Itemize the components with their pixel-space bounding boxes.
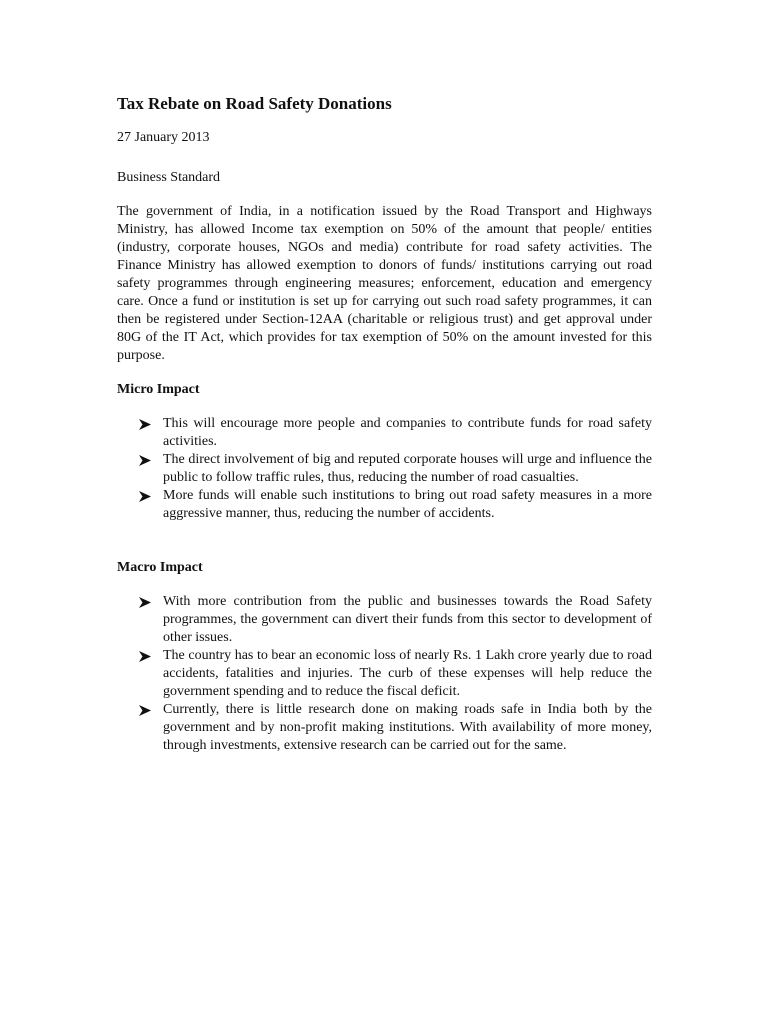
arrowhead-bullet-icon	[139, 597, 151, 608]
list-item-text: The country has to bear an economic loss of nearly Rs. 1 Lakh crore yearly due to road accidents, fatalities and injuries. The curb of these expenses will help reduce the government spending and to reduce the fiscal deficit.	[163, 648, 652, 699]
list-item	[117, 451, 652, 487]
list-item	[117, 415, 652, 451]
intro-paragraph: The government of India, in a notification issued by the Road Transport and Highways Ministry, has allowed Income tax exemption on 50% of the amount that people/ entities (industry, corporate houses, NGOs and media) contribute for road safety activities. The Finance Ministry has allowed exemption to donors of funds/ institutions carrying out road safety programmes through engineering measures; enforcement, education and emergency care. Once a fund or institution is set up for carrying out such road safety programmes, it can then be registered under Section-12AA (charitable or religious trust) and get approval under 80G of the IT Act, which provides for tax exemption of 50% on the amount invested for this purpose.	[117, 204, 652, 363]
article-source: Business Standard	[117, 170, 221, 185]
arrowhead-bullet-icon	[139, 491, 151, 502]
list-item	[117, 647, 652, 701]
list-item	[117, 487, 652, 523]
micro-impact-list	[117, 415, 652, 523]
list-item-text: The direct involvement of big and reputed corporate houses will urge and influence the public to follow traffic rules, thus, reducing the number of road casualties.	[163, 452, 652, 485]
macro-impact-list	[117, 593, 652, 755]
micro-impact-heading: Micro Impact	[117, 382, 200, 397]
list-item-text: More funds will enable such institutions to bring out road safety measures in a more aggressive manner, thus, reducing the number of accidents.	[163, 488, 652, 521]
arrowhead-bullet-icon	[139, 455, 151, 466]
article-content	[117, 93, 652, 755]
macro-impact-heading: Macro Impact	[117, 560, 203, 575]
list-item-text: Currently, there is little research done on making roads safe in India both by the government and by non-profit making institutions. With availability of more money, through investments, extensive research can be carried out for the same.	[163, 702, 652, 753]
list-item	[117, 701, 652, 755]
list-item-text: With more contribution from the public and businesses towards the Road Safety programmes, the government can divert their funds from this sector to development of other issues.	[163, 594, 652, 645]
list-item-text: This will encourage more people and companies to contribute funds for road safety activities.	[163, 416, 652, 449]
article-title: Tax Rebate on Road Safety Donations	[117, 94, 392, 113]
arrowhead-bullet-icon	[139, 651, 151, 662]
arrowhead-bullet-icon	[139, 705, 151, 716]
arrowhead-bullet-icon	[139, 419, 151, 430]
list-item	[117, 593, 652, 647]
article-date: 27 January 2013	[117, 130, 210, 145]
